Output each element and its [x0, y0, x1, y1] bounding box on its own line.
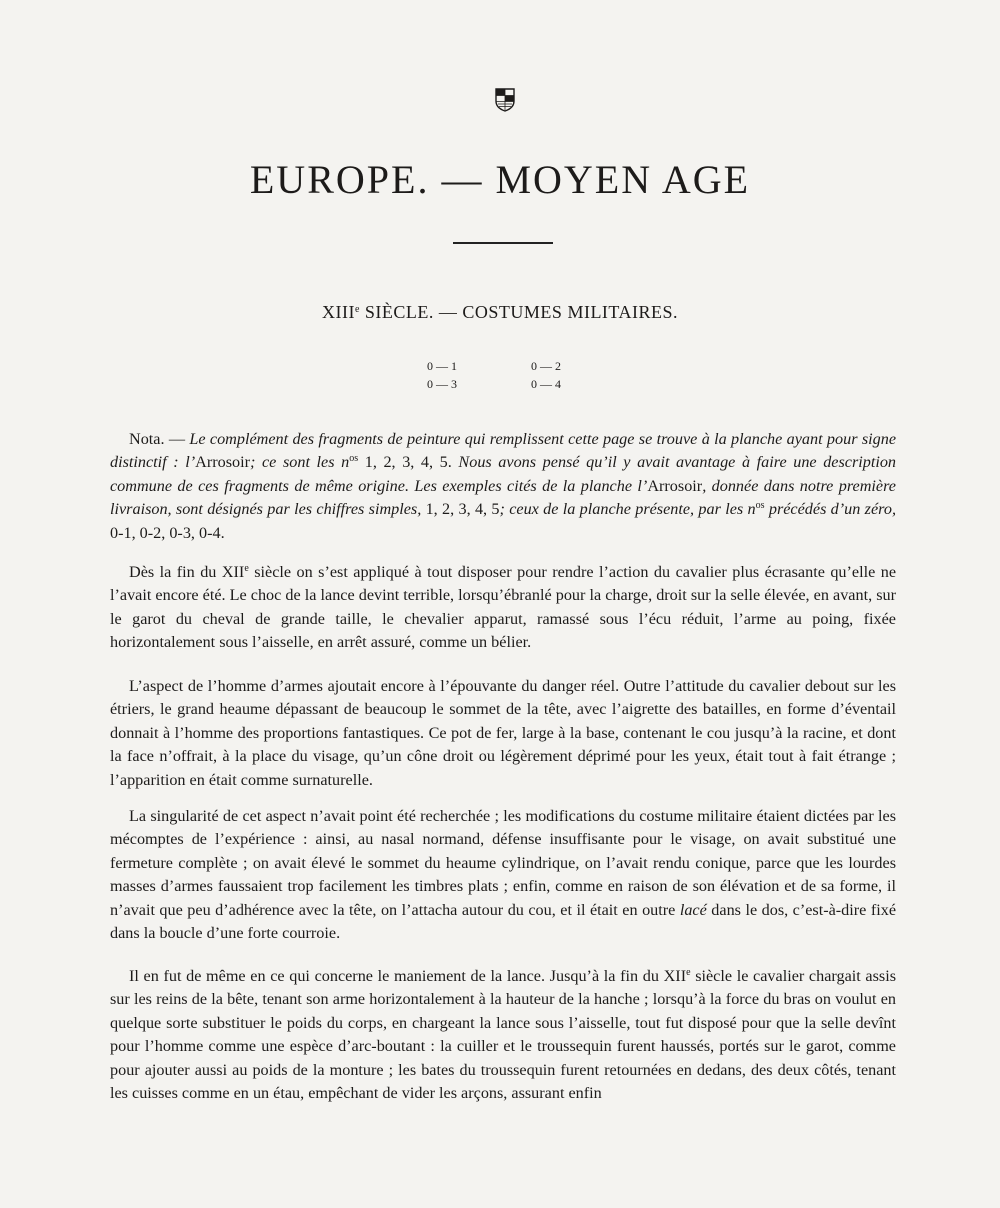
page-title: EUROPE. — MOYEN AGE — [249, 157, 751, 202]
nota-text: , donnée dans notre première livraison, sont désignés par les chiffres simples, — [110, 476, 896, 519]
section-subtitle — [0, 300, 1000, 324]
nota-plate-name: Arrosoir — [195, 453, 250, 472]
plate-ref: 0 — 3 — [427, 377, 457, 391]
plate-reference-grid — [420, 357, 590, 393]
nota-numbers: 0-1, 0-2, 0-3, 0-4. — [110, 523, 225, 542]
paragraph-text: dans le dos, c’est-à-dire fixé dans la boucle d’une forte courroie. — [110, 900, 897, 943]
nota-paragraph — [110, 428, 896, 545]
body-paragraph-3 — [110, 805, 896, 945]
nota-sup: os — [755, 500, 765, 512]
paragraph-text: Il en fut de même en ce qui concerne le maniement de la lance. Jusqu’à la fin du XII — [129, 967, 687, 985]
body-paragraph-2 — [110, 675, 896, 792]
subtitle-text: SIÈCLE. — COSTUMES MILITAIRES. — [359, 302, 678, 322]
paragraph-text: La singularité de cet aspect n’avait point été recherchée ; les modifications du costume militaire étaient dictées par les mécomptes de l’expérience : ainsi, au nasal normand, défense insuffisante pour le visage, on avait substitué une fermeture complète ; on avait élevé le sommet du heaume cylindrique, on l’avait rendu conique, parce que les lourdes masses d’armes faussaient trop facilement les timbres plats ; enfin, comme en raison de son élévation et de sa forme, il n’avait que peu d’adhérence avec la tête, on l’attacha autour du cou, et il était en outre — [110, 807, 896, 919]
body-paragraph-4 — [110, 965, 896, 1105]
century-sup: e — [244, 563, 249, 574]
nota-text: ; ce sont les n — [250, 453, 350, 472]
title-divider — [453, 242, 553, 244]
nota-text: ; ceux de la planche présente, par les n — [499, 500, 756, 519]
nota-sup: os — [349, 453, 359, 465]
nota-numbers: 1, 2, 3, 4, 5 — [425, 500, 500, 519]
paragraph-text: siècle on s’est appliqué à tout disposer pour rendre l’action du cavalier plus écrasante qu’elle ne l’avait encore été. Le choc de la lance devint terrible, lorsqu’ébranlé pour la charge, droit sur la selle élevée, en avant, sur le garot du cheval de grande taille, le chevalier apparut, ramassé sous l’écu réduit, l’arme au poing, fixée horizontalement sous l’aisselle, en arrêt assuré, comme un bélier. — [110, 563, 896, 652]
nota-text: Nous avons pensé qu’il y avait avantage à faire une description commune de ces fragments de même origine. Les exemples cités de la planche l’ — [110, 453, 897, 495]
subtitle-century: XIII — [321, 302, 355, 322]
plate-row — [420, 375, 590, 393]
plate-ref: 0 — 4 — [531, 377, 561, 391]
plate-row — [420, 357, 590, 375]
paragraph-text: L’aspect de l’homme d’armes ajoutait encore à l’épouvante du danger réel. Outre l’attitude du cavalier debout sur les étriers, le grand heaume dépassant de beaucoup le sommet de la tête, avec l’aigrette des batailles, en forme d’éventail donnait à l’homme des proportions fantastiques. Ce pot de fer, large à la base, contenant le cou jusqu’à la racine, et dont la face n’offrait, à la place du visage, qu’un cône droit ou légèrement déprimé pour les yeux, était tout à fait étrange ; l’apparition en était comme surnaturelle. — [110, 677, 896, 789]
nota-text: Le complément des fragments de peinture qui remplissent cette page se trouve à la planche ayant pour signe distinctif : l’ — [110, 430, 897, 472]
nota-text: précédés d’un zéro, — [764, 500, 896, 519]
plate-ref: 0 — 2 — [531, 359, 561, 373]
nota-numbers: 1, 2, 3, 4, 5. — [358, 453, 459, 472]
nota-label: Nota. — — [129, 430, 190, 448]
century-sup: e — [686, 967, 691, 978]
body-paragraph-1 — [110, 561, 896, 655]
subtitle-century-sup: e — [354, 304, 360, 315]
paragraph-italic: lacé — [679, 900, 707, 919]
paragraph-text: Dès la fin du XII — [129, 563, 245, 581]
paragraph-text: siècle le cavalier chargait assis sur les reins de la bête, tenant son arme horizontalement à la hauteur de la hanche ; lorsqu’à la force du bras on voulut en quelque sorte substituer le poids du corps, en chargeant la lance sous l’aisselle, tout fut disposé pour que la selle devînt pour l’homme comme une espèce d’arc-boutant : la cuiller et le troussequin furent haussés, portés sur le garot, comme pour ajouter aussi au poids de la monture ; les bates du troussequin furent retournées en dedans, des deux côtés, tenant les cuisses comme en un étau, empêchant de vider les arçons, assurant enfin — [110, 967, 896, 1103]
heraldic-shield-icon — [495, 88, 515, 112]
nota-plate-name: Arrosoir — [647, 476, 703, 495]
plate-ref: 0 — 1 — [427, 359, 457, 373]
